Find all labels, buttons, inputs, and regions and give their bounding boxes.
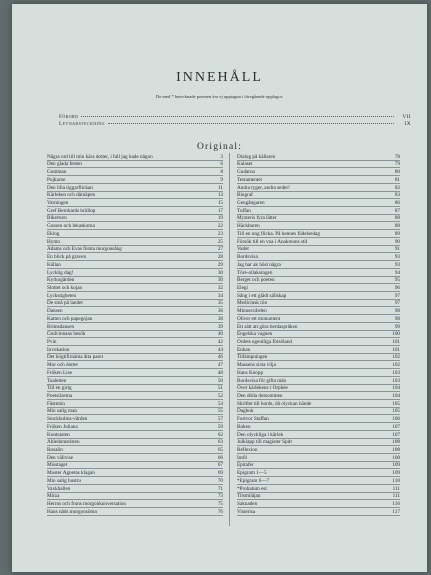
toc-entry-title: Mirza (47, 493, 60, 500)
toc-entry-title: Dagbok (237, 408, 254, 415)
toc-entry-title: Misstaget (47, 462, 68, 469)
toc-entry (237, 439, 400, 447)
toc-entry-page: 83 (394, 192, 400, 199)
toc-entry-title: Fortvor Staffan (237, 416, 269, 423)
toc-entry (237, 408, 400, 416)
front-matter-label: Förord (59, 114, 79, 120)
toc-entry (237, 315, 400, 323)
toc-entry (47, 500, 223, 508)
toc-entry-title: *Probatum est (237, 485, 267, 492)
toc-entry-title: Fästmön (47, 400, 65, 407)
toc-entry (237, 277, 400, 285)
toc-entry-page: 111 (392, 493, 400, 500)
toc-entry (237, 207, 400, 215)
toc-entry-page: 103 (392, 369, 400, 376)
toc-entry-page: 100 (392, 331, 400, 338)
toc-entry-page: 29 (217, 261, 223, 268)
toc-entry-page: 104 (392, 385, 400, 392)
toc-entry (47, 230, 223, 238)
toc-entry-page: 107 (392, 431, 400, 438)
toc-entry (237, 261, 400, 269)
toc-entry-title: Hymn (47, 238, 60, 245)
toc-entry-page: 15 (217, 200, 223, 207)
toc-entry-title: Gumman (47, 169, 67, 176)
toc-entry (47, 168, 223, 176)
toc-entry-title: Tillämpningen (237, 354, 268, 361)
toc-entry-title: Katten och papegojan (47, 315, 93, 322)
toc-entry (237, 292, 400, 300)
toc-entry-page: 88 (394, 223, 400, 230)
toc-entry-title: Invokation (47, 346, 70, 353)
toc-entry-page: 27 (217, 246, 223, 253)
toc-entry-title: Bordsvisa (237, 254, 258, 261)
toc-entry-page: 105 (392, 400, 400, 407)
toc-entry-title: Andra tyger, andra seder! (237, 184, 290, 191)
toc-entry (47, 222, 223, 230)
toc-entry (237, 246, 400, 254)
toc-entry-page: 91 (394, 246, 400, 253)
toc-entry-page: 46 (217, 354, 223, 361)
toc-entry-page: 51 (217, 385, 223, 392)
toc-entry-title: Lycklig dag! (47, 269, 74, 276)
toc-entry-page: 80 (394, 169, 400, 176)
toc-entry-page: 108 (392, 447, 400, 454)
toc-entry-title: Slottet och kojan (47, 284, 83, 291)
toc-entry-title: Minnesvården (237, 308, 267, 315)
toc-entry-page: 95 (394, 277, 400, 284)
front-matter-list (59, 114, 411, 128)
toc-entry-page: 13 (217, 192, 223, 199)
toc-entry (47, 277, 223, 285)
toc-entry (47, 315, 223, 323)
toc-entry (47, 385, 223, 393)
toc-entry-page: 67 (217, 462, 223, 469)
toc-entry (47, 192, 223, 200)
toc-entry-page: 79 (394, 161, 400, 168)
toc-entry (237, 377, 400, 385)
toc-entry (47, 508, 223, 516)
toc-entry-title: Vaxkhallen (47, 485, 71, 492)
toc-entry-page: 110 (392, 477, 400, 484)
column-divider (229, 153, 230, 526)
toc-entry-page: 6 (220, 161, 223, 168)
toc-entry (237, 392, 400, 400)
toc-entry (47, 176, 223, 184)
toc-entry (237, 369, 400, 377)
toc-entry-title: Berget och poeten (237, 277, 275, 284)
toc-entry-page: 38 (217, 315, 223, 322)
toc-entry (47, 331, 223, 339)
toc-entry-page: 69 (217, 470, 223, 477)
toc-entry-page: 25 (217, 238, 223, 245)
toc-entry-page: 50 (217, 377, 223, 384)
toc-entry-page: 71 (217, 485, 223, 492)
toc-entry (237, 300, 400, 308)
toc-entry-page: 52 (217, 393, 223, 399)
toc-entry-title: Tuffan (237, 207, 251, 214)
toc-entry-title: Kontrasten (47, 431, 70, 438)
toc-entry-title: Den olyckliga i kärlek (237, 431, 284, 438)
toc-entry-page: 105 (392, 408, 400, 415)
toc-entry (237, 508, 400, 516)
toc-entry-title: Gudvinnans besök (47, 331, 86, 338)
toc-entry-page: 107 (392, 423, 400, 430)
toc-entry-page: 109 (392, 462, 400, 469)
toc-entry-title: Källan (47, 261, 61, 268)
toc-entry-title: Min salig hustru (47, 477, 82, 484)
toc-entry-page: 66 (217, 454, 223, 461)
leader-dots (108, 123, 394, 124)
toc-entry-page: 75 (217, 501, 223, 508)
toc-entry (47, 462, 223, 470)
toc-entry-title: Engelska vagnen (237, 331, 273, 338)
toc-entry (47, 307, 223, 315)
toc-entry (237, 253, 400, 261)
toc-entry (47, 215, 223, 223)
toc-entry (47, 207, 223, 215)
toc-entry (237, 346, 400, 354)
toc-entry (237, 400, 400, 408)
toc-entry (237, 485, 400, 493)
toc-entry-title: Toaletten (47, 377, 67, 384)
toc-entry-page: 42 (217, 338, 223, 345)
toc-entry-page: 93 (394, 261, 400, 268)
toc-entry-page: 93 (394, 254, 400, 261)
toc-entry-title: Kärleken och därnäpen (47, 192, 96, 199)
toc-entry-title: Tilsmiläjan (237, 493, 261, 500)
toc-entry (47, 361, 223, 369)
toc-entry-page: 102 (392, 354, 400, 361)
toc-entry-page: 30 (217, 269, 223, 276)
toc-entry (47, 354, 223, 362)
toc-entry-page: 99 (394, 323, 400, 330)
toc-entry (237, 238, 400, 246)
toc-entry-title: Det högtifirnäma åtta paret (47, 354, 104, 361)
toc-entry-title: Ordets egentliga försöland (237, 338, 293, 345)
toc-entry (47, 485, 223, 493)
toc-entry-title: Gref Bernhards bröllop (47, 207, 96, 214)
toc-entry (237, 431, 400, 439)
toc-entry (47, 346, 223, 354)
toc-entry-title: Gudarna (237, 169, 255, 176)
toc-entry (237, 415, 400, 423)
toc-entry (237, 361, 400, 369)
toc-entry (237, 423, 400, 431)
toc-entry-title: Brimsdansen (47, 323, 75, 330)
toc-entry-title: Kyrkogården (47, 277, 75, 284)
toc-entry-page: 97 (394, 292, 400, 299)
toc-entry-title: Fröken Juliana (47, 423, 78, 430)
toc-entry-page: 40 (217, 331, 223, 338)
toc-entry-page: 30 (217, 277, 223, 284)
toc-entry (47, 161, 223, 169)
toc-entry (47, 153, 223, 161)
toc-entry (237, 354, 400, 362)
toc-entry-page: 87 (394, 207, 400, 214)
toc-entry (237, 284, 400, 292)
toc-entry-title: Visterisa (237, 508, 256, 515)
toc-entry-title: Vadet (237, 246, 249, 253)
toc-entry-title: Häckburen (237, 223, 260, 230)
toc-entry (47, 446, 223, 454)
toc-entry-page: 73 (217, 493, 223, 500)
toc-entry-title: Pojkarne (47, 176, 66, 183)
toc-entry-title: Hans nåds morgonsömn (47, 508, 98, 515)
toc-entry-title: Saknaden (237, 501, 258, 508)
toc-entry-title: Jag har ak höst några (237, 261, 281, 268)
toc-entry (47, 415, 223, 423)
toc-entry (47, 184, 223, 192)
toc-entry (47, 439, 223, 447)
toc-entry (237, 323, 400, 331)
toc-entry-title: Lyckstigheten (47, 292, 77, 299)
toc-entry-page: 70 (217, 477, 223, 484)
toc-entry-title: Dansen (47, 308, 63, 315)
toc-entry-page: 65 (217, 447, 223, 454)
toc-entry (237, 192, 400, 200)
toc-entry-page: 59 (217, 423, 223, 430)
front-matter-page: IX (404, 121, 411, 127)
toc-entry-title: Töre-ollaksingen (237, 269, 273, 276)
section-heading: Original: (196, 142, 243, 152)
toc-entry-title: Bordsvisa för gifta män (237, 377, 287, 384)
toc-entry-page: 47 (217, 362, 223, 369)
toc-entry-title: Hans Knopp (237, 369, 264, 376)
toc-entry-title: Enkan (237, 346, 251, 353)
toc-entry-title: Försök till en vna i Anakreons stil (237, 238, 308, 245)
front-matter-page: VII (402, 114, 411, 120)
toc-entry (237, 493, 400, 501)
toc-entry-page: 96 (394, 284, 400, 291)
toc-entry-title: Intill (237, 454, 248, 461)
toc-entry-page: 117 (392, 508, 400, 515)
toc-entry-title: Den vällvise (47, 454, 74, 461)
toc-entry-title: Pvin (47, 338, 57, 345)
toc-entry-title: Biograf (237, 192, 253, 199)
toc-column-right (237, 153, 400, 516)
toc-entry-title: Mysteris fyra lätter (237, 215, 277, 222)
toc-entry-page: 22 (217, 223, 223, 230)
toc-entry-title: Fröken Lise (47, 369, 72, 376)
toc-entry-title: Epitafer (237, 462, 254, 469)
toc-entry-title: Till en ung flicka. På hennes födelsedag (237, 230, 320, 237)
toc-entry (47, 454, 223, 462)
toc-entry (237, 446, 400, 454)
toc-entry-page: 11 (218, 184, 223, 191)
toc-entry (237, 500, 400, 508)
toc-entry-title: Ähledomstisten (47, 439, 80, 446)
toc-entry-page: 19 (217, 215, 223, 222)
toc-entry-page: 108 (392, 439, 400, 446)
toc-entry-title: Till en girig (47, 385, 72, 392)
toc-entry-page: 90 (394, 238, 400, 245)
toc-entry-title: Den glada festen (47, 161, 82, 168)
toc-entry-page: 3 (220, 153, 223, 160)
toc-entry (47, 423, 223, 431)
toc-entry (47, 338, 223, 346)
toc-entry-page: 34 (217, 292, 223, 299)
toc-entry-title: Moster Agnetas klagan (47, 470, 95, 477)
toc-entry-title: Dialog på källaren (237, 153, 276, 160)
toc-entry-title: Elegi (237, 284, 248, 291)
editorial-note: De med * betecknade poemen äro ej upptagna i föregående upplagor. (155, 94, 284, 99)
toc-entry-page: 63 (217, 439, 223, 446)
toc-entry (47, 261, 223, 269)
toc-entry-page: 76 (217, 508, 223, 515)
toc-entry-title: Poetsiizema (47, 393, 73, 399)
toc-entry (237, 331, 400, 339)
toc-entry (237, 269, 400, 277)
toc-entry-page: 78 (394, 153, 400, 160)
toc-entry-title: Den lilla tiggarflickan (47, 184, 93, 191)
toc-entry (237, 462, 400, 470)
toc-entry (47, 199, 223, 207)
toc-entry-title: Den döda dotsommen (237, 393, 283, 399)
toc-entry-title: Rosalin (47, 447, 63, 454)
toc-entry (47, 392, 223, 400)
toc-entry-page: 109 (392, 470, 400, 477)
toc-entry-page: 54 (217, 400, 223, 407)
toc-entry-page: 17 (217, 207, 223, 214)
toc-entry (47, 431, 223, 439)
toc-column-left (47, 153, 223, 516)
toc-entry-title: En blick på graven (47, 254, 87, 261)
toc-entry-title: Boken (237, 423, 251, 430)
toc-entry-title: Mor och dotter (47, 362, 79, 369)
toc-entry-title: Några ord till min kära dotter, i fall jag hade någon (47, 153, 153, 160)
toc-entry-page: 23 (217, 230, 223, 237)
toc-entry-page: 111 (392, 485, 400, 492)
toc-entry-title: Kalaset (237, 161, 253, 168)
toc-entry-page: 103 (392, 377, 400, 384)
toc-entry (237, 307, 400, 315)
front-matter-entry (59, 121, 411, 128)
toc-entry-title: Gengångaren (237, 200, 265, 207)
toc-entry-title: Julklapp till magister Spitt (237, 439, 292, 446)
toc-entry-page: 108 (392, 454, 400, 461)
toc-entry-title: Gossen och lekaskorna (47, 223, 95, 230)
toc-entry-title: Ett sätt att göra herdaspråken (237, 323, 298, 330)
toc-entry (237, 215, 400, 223)
toc-entry-page: 94 (394, 269, 400, 276)
toc-entry-title: Skriftet till bords, då olyckan hände (237, 400, 312, 407)
toc-entry (47, 369, 223, 377)
toc-entry-page: 88 (394, 215, 400, 222)
toc-entry-page: 32 (217, 284, 223, 291)
toc-entry (237, 469, 400, 477)
toc-entry-page: 9 (220, 176, 223, 183)
toc-entry-title: Över kärlekens i Orphée (237, 385, 288, 392)
toc-entry (47, 300, 223, 308)
toc-entry-page: 8 (220, 169, 223, 176)
toc-entry-page: 36 (217, 308, 223, 315)
page-title: INNEHÅLL (176, 70, 263, 85)
toc-entry (47, 493, 223, 501)
toc-entry-page: 89 (394, 230, 400, 237)
toc-entry (237, 153, 400, 161)
toc-entry-page: 97 (394, 300, 400, 307)
front-matter-label: Levnadsteckning (59, 121, 105, 127)
toc-entry (47, 246, 223, 254)
toc-entry (237, 168, 400, 176)
toc-entry-title: Stockholms-vården (47, 416, 88, 423)
toc-entry (47, 377, 223, 385)
toc-entry-page: 102 (392, 362, 400, 369)
toc-entry-page: 44 (217, 346, 223, 353)
toc-entry (237, 385, 400, 393)
toc-entry-title: *Epigram 6—7 (237, 477, 270, 484)
toc-entry-title: Massens sista vilja (237, 362, 276, 369)
toc-entry-title: Min salig man (47, 408, 77, 415)
toc-entry-title: Epigram 1—5 (237, 470, 267, 477)
toc-entry-page: 55 (217, 408, 223, 415)
toc-entry (47, 238, 223, 246)
toc-entry-page: 62 (217, 431, 223, 438)
toc-entry-title: Oliver ett monument (237, 315, 281, 322)
toc-entry-title: Medicinsk rön (237, 300, 268, 307)
toc-entry-page: 57 (217, 416, 223, 423)
toc-entry-page: 104 (392, 393, 400, 399)
toc-entry-page: 98 (394, 308, 400, 315)
toc-entry (237, 230, 400, 238)
toc-entry-title: Testamentet (237, 176, 262, 183)
toc-entry (47, 323, 223, 331)
toc-entry (237, 477, 400, 485)
toc-entry (47, 469, 223, 477)
toc-entry-page: 39 (217, 323, 223, 330)
toc-entry (47, 292, 223, 300)
toc-entry-page: 116 (392, 501, 400, 508)
toc-entry-title: De små på landet (47, 300, 83, 307)
toc-entry-title: Adams och Evas första morgonsång (47, 246, 122, 253)
toc-entry (237, 338, 400, 346)
toc-entry (47, 284, 223, 292)
toc-entry (47, 408, 223, 416)
toc-entry (237, 184, 400, 192)
toc-entry-page: 35 (217, 300, 223, 307)
toc-entry-title: Herrns och fruns morgonkonversation (47, 501, 126, 508)
toc-entry (47, 269, 223, 277)
toc-entry-title: Reflexion (237, 447, 258, 454)
toc-entry-page: 81 (394, 176, 400, 183)
toc-entry-title: Eklog (47, 230, 60, 237)
toc-entry (47, 400, 223, 408)
toc-entry (47, 477, 223, 485)
toc-entry-page: 101 (392, 338, 400, 345)
toc-entry-page: 86 (394, 200, 400, 207)
toc-entry-page: 98 (394, 315, 400, 322)
front-matter-entry (59, 114, 411, 121)
toc-entry-page: 106 (392, 416, 400, 423)
toc-entry (237, 161, 400, 169)
toc-entry-page: 28 (217, 254, 223, 261)
toc-entry-page: 82 (394, 184, 400, 191)
toc-entry-title: Sång i ett glädt sällskap (237, 292, 287, 299)
toc-entry (237, 222, 400, 230)
toc-entry-page: 101 (392, 346, 400, 353)
toc-entry (237, 199, 400, 207)
toc-entry (47, 253, 223, 261)
toc-entry-title: Varningen (47, 200, 69, 207)
leader-dots (81, 116, 394, 117)
toc-entry-title: Bikertorn (47, 215, 67, 222)
toc-entry-page: 48 (217, 369, 223, 376)
toc-entry (237, 454, 400, 462)
toc-entry (237, 176, 400, 184)
